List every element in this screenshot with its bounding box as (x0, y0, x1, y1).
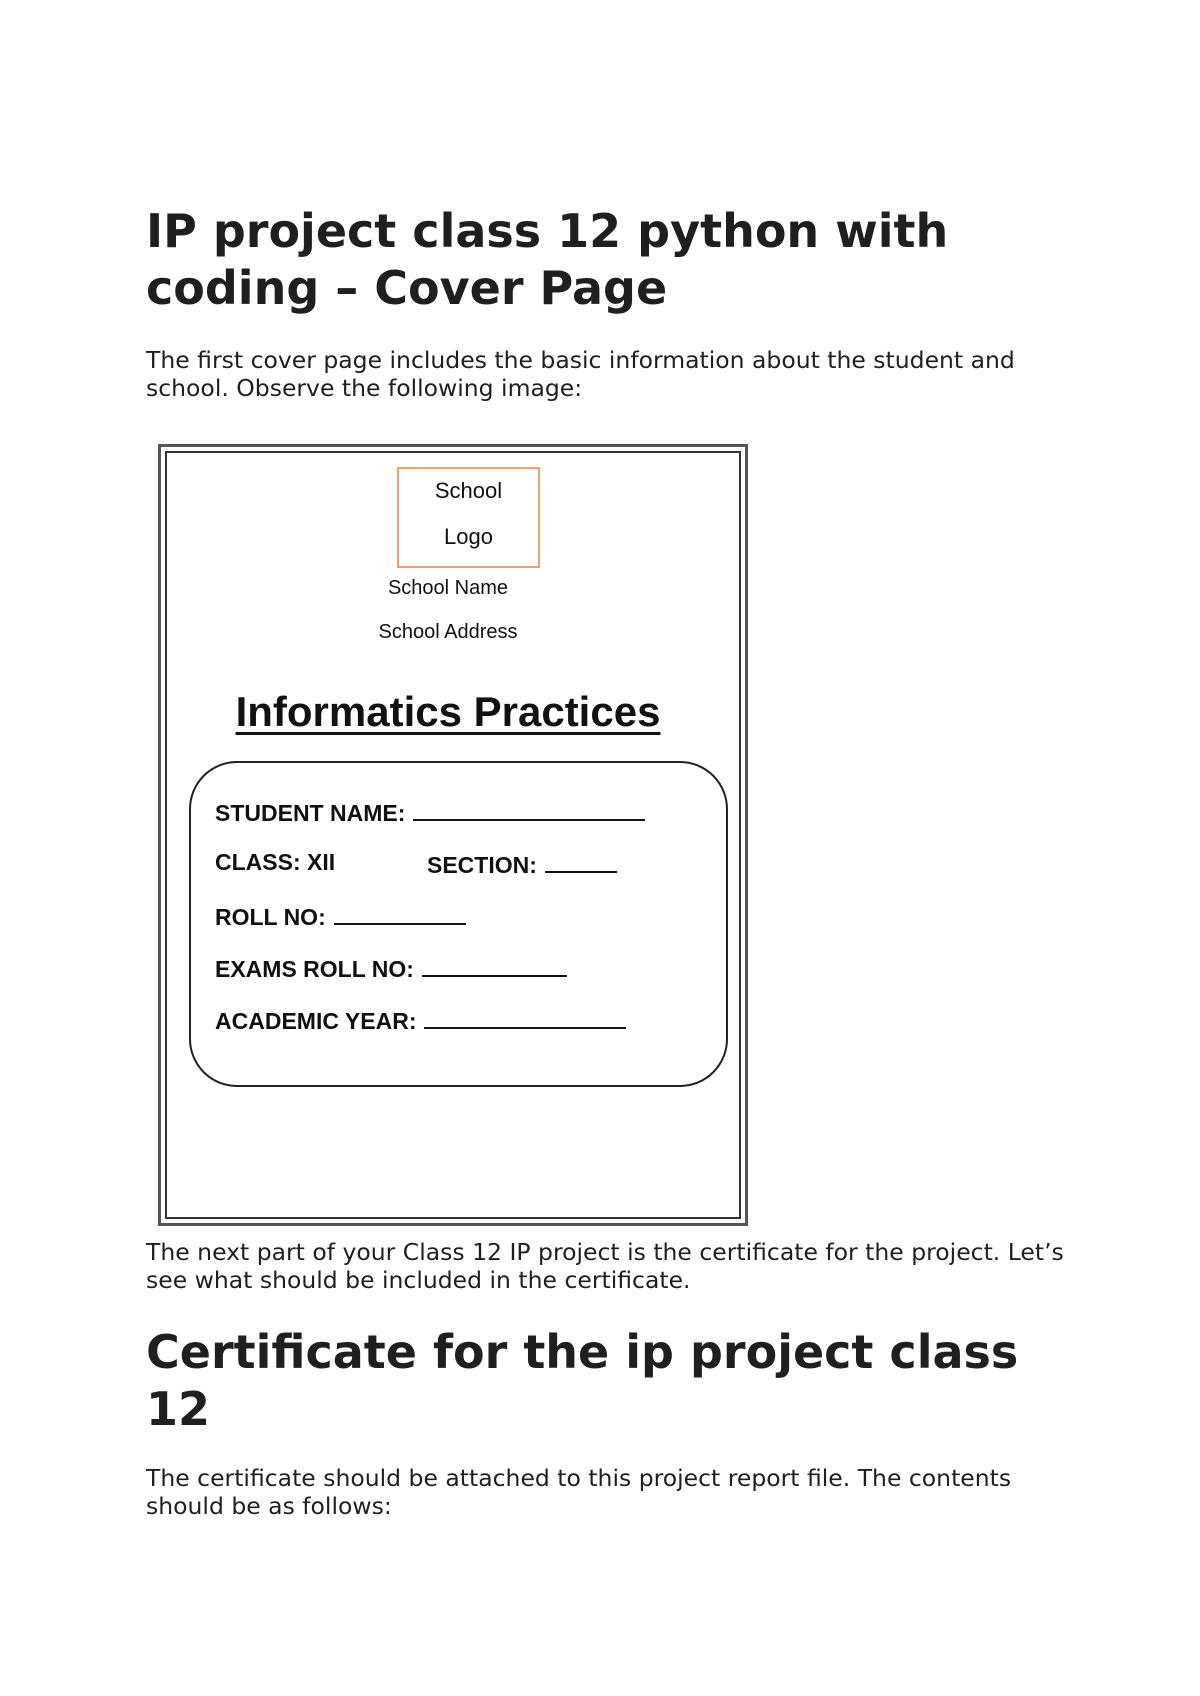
exams-roll-no-label: EXAMS ROLL NO: (215, 956, 414, 982)
roll-no-blank-line (334, 901, 466, 925)
subject-title: Informatics Practices (235, 688, 661, 735)
academic-year-field (215, 1005, 626, 1035)
cover-page-intro-paragraph: The first cover page includes the basic information about the student and school. Observe the following image: (146, 346, 1015, 402)
cover-inner-frame (165, 451, 741, 1219)
student-info-box (189, 761, 728, 1087)
section-blank-line (545, 849, 617, 873)
student-name-label: STUDENT NAME: (215, 800, 406, 826)
student-name-field (215, 797, 645, 827)
school-name-label: School Name (387, 577, 509, 599)
section-label: SECTION: (427, 852, 537, 878)
roll-no-label: ROLL NO: (215, 904, 326, 930)
section-field (427, 849, 617, 879)
academic-year-blank-line (424, 1005, 626, 1029)
exams-roll-no-blank-line (422, 953, 567, 977)
exams-roll-no-field (215, 953, 567, 983)
certificate-contents-paragraph: The certificate should be attached to this project report file. The contents should be as follows: (146, 1464, 1012, 1520)
section-heading-certificate: Certificate for the ip project class 12 (146, 1325, 1019, 1436)
school-address-label: School Address (378, 621, 518, 643)
student-name-blank-line (413, 797, 645, 821)
school-logo-placeholder (397, 467, 540, 568)
logo-text-school: School (434, 478, 503, 503)
cover-page-image (158, 444, 748, 1226)
logo-text-logo: Logo (444, 524, 493, 549)
section-heading-cover-page: IP project class 12 python with coding – Cover Page (146, 204, 949, 315)
roll-no-field (215, 901, 466, 931)
class-field (215, 849, 335, 876)
academic-year-label: ACADEMIC YEAR: (215, 1008, 417, 1034)
class-label: CLASS: XII (215, 849, 336, 875)
certificate-intro-paragraph: The next part of your Class 12 IP project is the certificate for the project. Let’s see what should be included in the certificate. (146, 1238, 1064, 1294)
